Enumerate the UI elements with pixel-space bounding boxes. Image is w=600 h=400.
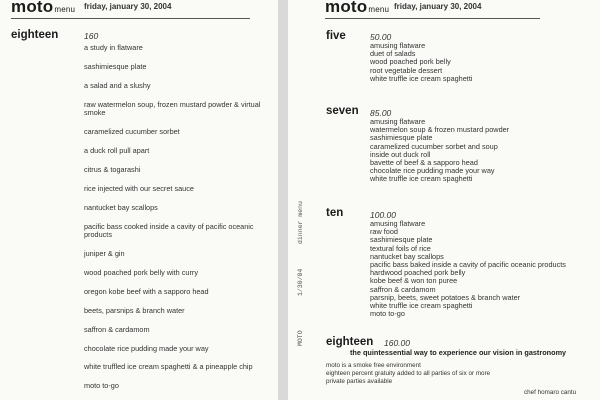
vertical-label-moto: MOTO	[297, 330, 304, 346]
header-rule	[11, 18, 250, 19]
menu-item: wood poached pork belly with curry	[84, 267, 198, 277]
menu-item: rice injected with our secret sauce	[84, 183, 194, 193]
menu-item: caramelized cucumber sorbet	[84, 127, 180, 137]
course-price-eighteen-right: 160.00	[384, 338, 410, 348]
footer-gratuity: eighteen percent gratuity added to all parties of six or more	[326, 370, 491, 377]
menu-item: amusing flatware	[370, 117, 426, 126]
menu-item: amusing flatware	[370, 41, 426, 50]
vertical-label-dinner-menu: dinner menu	[297, 201, 304, 244]
course-title-five: five	[326, 30, 346, 42]
menu-item: duet of salads	[370, 49, 416, 59]
menu-item: a duck roll pull apart	[84, 146, 150, 156]
menu-item: hardwood poached pork belly	[370, 268, 466, 278]
moto-logo: motomenu	[325, 0, 390, 16]
footer-smoke-free: moto is a smoke free environment	[326, 362, 421, 369]
chef-signature: chef homaro cantu	[524, 389, 577, 396]
menu-item: saffron & cardamom	[370, 284, 436, 294]
course-title-ten: ten	[326, 207, 344, 219]
menu-item: root vegetable dessert	[370, 65, 443, 75]
menu-item: pacific bass baked inside a cavity of pacific oceanic products	[370, 260, 566, 270]
menu-item: raw watermelon soup, frozen mustard powder & virtual smoke	[84, 99, 261, 118]
eighteen-course-list	[84, 44, 274, 400]
menu-date: friday, january 30, 2004	[84, 2, 172, 11]
vertical-label-date: 1/30/04	[297, 268, 304, 296]
menu-item: oregon kobe beef with a sapporo head	[84, 286, 209, 296]
menu-item: chocolate rice pudding made your way	[370, 166, 495, 176]
course-price-ten: 100.00	[370, 210, 396, 220]
moto-logo: motomenu	[11, 0, 76, 16]
five-course-list	[370, 42, 472, 83]
menu-item: a study in flatware	[84, 43, 143, 52]
menu-item: white truffle ice cream spaghetti	[370, 73, 473, 83]
menu-item: kobe beef & won ton puree	[370, 276, 458, 286]
menu-item: moto to-go	[84, 381, 119, 391]
menu-item: a salad and a slushy	[84, 80, 151, 90]
course-price-five: 50.00	[370, 32, 392, 42]
menu-item: white truffle ice cream spaghetti	[370, 301, 473, 311]
menu-item: raw food	[370, 227, 398, 237]
course-price-seven: 85.00	[370, 108, 392, 118]
eighteen-tagline: the quintessential way to experience our vision in gastronomy	[350, 348, 567, 357]
menu-item: sashimiesque plate	[84, 61, 147, 71]
menu-item: pacific bass cooked inside a cavity of pacific oceanic products	[84, 221, 254, 240]
seven-course-list	[370, 118, 509, 184]
ten-course-list	[370, 220, 566, 318]
menu-item: amusing flatware	[370, 219, 426, 228]
menu-item: saffron & cardamom	[84, 324, 150, 334]
menu-item: white truffled ice cream spaghetti & a pineapple chip	[84, 362, 253, 372]
menu-item: sashimiesque plate	[370, 133, 433, 143]
menu-date: friday, january 30, 2004	[394, 2, 482, 11]
menu-item: moto to-go	[370, 309, 405, 319]
course-price-eighteen: 160	[84, 31, 99, 41]
menu-item: citrus & togarashi	[84, 164, 141, 174]
header-rule	[325, 18, 540, 19]
menu-item: nantucket bay scallops	[84, 202, 158, 212]
menu-header-left	[0, 0, 278, 22]
menu-item: inside out duck roll	[370, 149, 431, 159]
menu-item: watermelon soup & frozen mustard powder	[370, 125, 510, 135]
menu-item: white truffle ice cream spaghetti	[370, 174, 473, 184]
menu-item: caramelized cucumber sorbet and soup	[370, 141, 498, 151]
course-title-eighteen: eighteen	[11, 29, 59, 41]
menu-item: textural foils of rice	[370, 243, 431, 253]
menu-item: beets, parsnips & branch water	[84, 305, 185, 315]
course-title-eighteen-right: eighteen	[326, 336, 374, 348]
footer-private-parties: private parties available	[326, 378, 393, 385]
menu-item: bavette of beef & a sapporo head	[370, 158, 478, 168]
menu-item: nantucket bay scallops	[370, 251, 444, 261]
menu-sheet-left	[0, 0, 278, 400]
menu-item: sashimiesque plate	[370, 235, 433, 245]
menu-header-right	[288, 0, 600, 22]
menu-item: parsnip, beets, sweet potatoes & branch water	[370, 292, 521, 302]
course-title-seven: seven	[326, 105, 359, 117]
menu-item: wood poached pork belly	[370, 57, 451, 67]
menu-item: juniper & gin	[84, 249, 125, 259]
menu-item: chocolate rice pudding made your way	[84, 343, 209, 353]
